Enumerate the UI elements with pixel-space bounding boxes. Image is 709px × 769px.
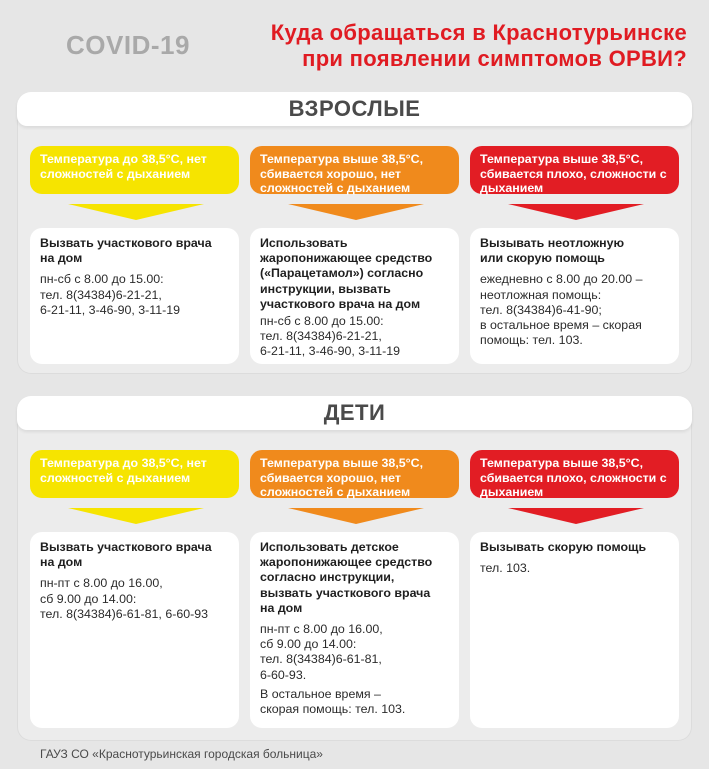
children-box-severe [470, 532, 679, 728]
children-box-moderate [250, 532, 459, 728]
adults-box-moderate [250, 228, 459, 364]
title-line-2: при появлении симптомов ОРВИ? [302, 46, 687, 71]
adults-box-severe [470, 228, 679, 364]
title-line-1: Куда обращаться в Краснотурьинске [270, 20, 687, 45]
detail-text: 6-21-11, 3-46-90, 3-11-19 [40, 302, 181, 317]
arrow-down-icon [508, 508, 644, 524]
detail-text: тел. 103. [480, 561, 531, 576]
page-title [237, 20, 687, 72]
children-section [17, 396, 692, 741]
detail-text: пн-пт с 8.00 до 16.00, [260, 622, 383, 637]
detail-text: тел. 8(34384)6-61-81, 6-60-93 [40, 606, 209, 621]
detail-text: ежедневно с 8.00 до 20.00 – [480, 272, 643, 287]
detail-text: тел. 8(34384)6-21-21, [260, 329, 382, 344]
detail-text: 6-21-11, 3-46-90, 3-11-19 [260, 344, 401, 359]
action-text: Вызывать неотложную или скорую помощь [480, 236, 625, 266]
detail-text: сб 9.00 до 14.00: [40, 591, 137, 606]
action-text: Использовать детское жаропонижающее средство согласно инструкции, вызвать участкового врача на дом [260, 540, 433, 615]
detail-text: тел. 8(34384)6-61-81, [260, 652, 382, 667]
detail-text: тел. 8(34384)6-21-21, [40, 287, 162, 302]
detail-text: пн-сб с 8.00 до 15.00: [260, 314, 384, 329]
arrow-down-icon [68, 204, 204, 220]
children-banner-moderate: Температура выше 38,5°С, сбивается хорошо, нет сложностей с дыханием [250, 450, 459, 498]
action-text: Вызвать участкового врача на дом [40, 236, 212, 266]
detail-text: сб 9.00 до 14.00: [260, 637, 357, 652]
adults-banner-severe: Температура выше 38,5°С, сбивается плохо, сложности с дыханием [470, 146, 679, 194]
children-banner-mild: Температура до 38,5°С, нет сложностей с дыханием [30, 450, 239, 498]
arrow-down-icon [288, 204, 424, 220]
children-heading: ДЕТИ [17, 396, 692, 430]
action-text: Вызвать участкового врача на дом [40, 540, 212, 570]
action-text: Использовать жаропонижающее средство («Парацетамол») согласно инструкции, вызвать участкового врача на дом [260, 236, 433, 311]
detail-text: в остальное время – скорая [480, 318, 642, 333]
detail-text: скорая помощь: тел. 103. [260, 702, 406, 717]
adults-section [17, 92, 692, 374]
adults-heading: ВЗРОСЛЫЕ [17, 92, 692, 126]
detail-text: 6-60-93. [260, 667, 307, 682]
arrow-down-icon [508, 204, 644, 220]
adults-banner-moderate: Температура выше 38,5°С, сбивается хорошо, нет сложностей с дыханием [250, 146, 459, 194]
header [0, 0, 709, 88]
children-box-mild [30, 532, 239, 728]
detail-text: пн-пт с 8.00 до 16.00, [40, 576, 163, 591]
detail-text: помощь: тел. 103. [480, 333, 583, 348]
adults-banner-mild: Температура до 38,5°С, нет сложностей с дыханием [30, 146, 239, 194]
detail-text: неотложная помощь: [480, 287, 602, 302]
adults-box-mild [30, 228, 239, 364]
arrow-down-icon [288, 508, 424, 524]
detail-text: тел. 8(34384)6-41-90; [480, 302, 602, 317]
detail-text: В остальное время – [260, 686, 381, 701]
action-text: Вызывать скорую помощь [480, 540, 647, 554]
footer-text: ГАУЗ СО «Краснотурьинская городская больница» [40, 747, 323, 761]
arrow-down-icon [68, 508, 204, 524]
children-banner-severe: Температура выше 38,5°С, сбивается плохо, сложности с дыханием [470, 450, 679, 498]
covid-label: COVID-19 [66, 30, 190, 60]
detail-text: пн-сб с 8.00 до 15.00: [40, 272, 164, 287]
